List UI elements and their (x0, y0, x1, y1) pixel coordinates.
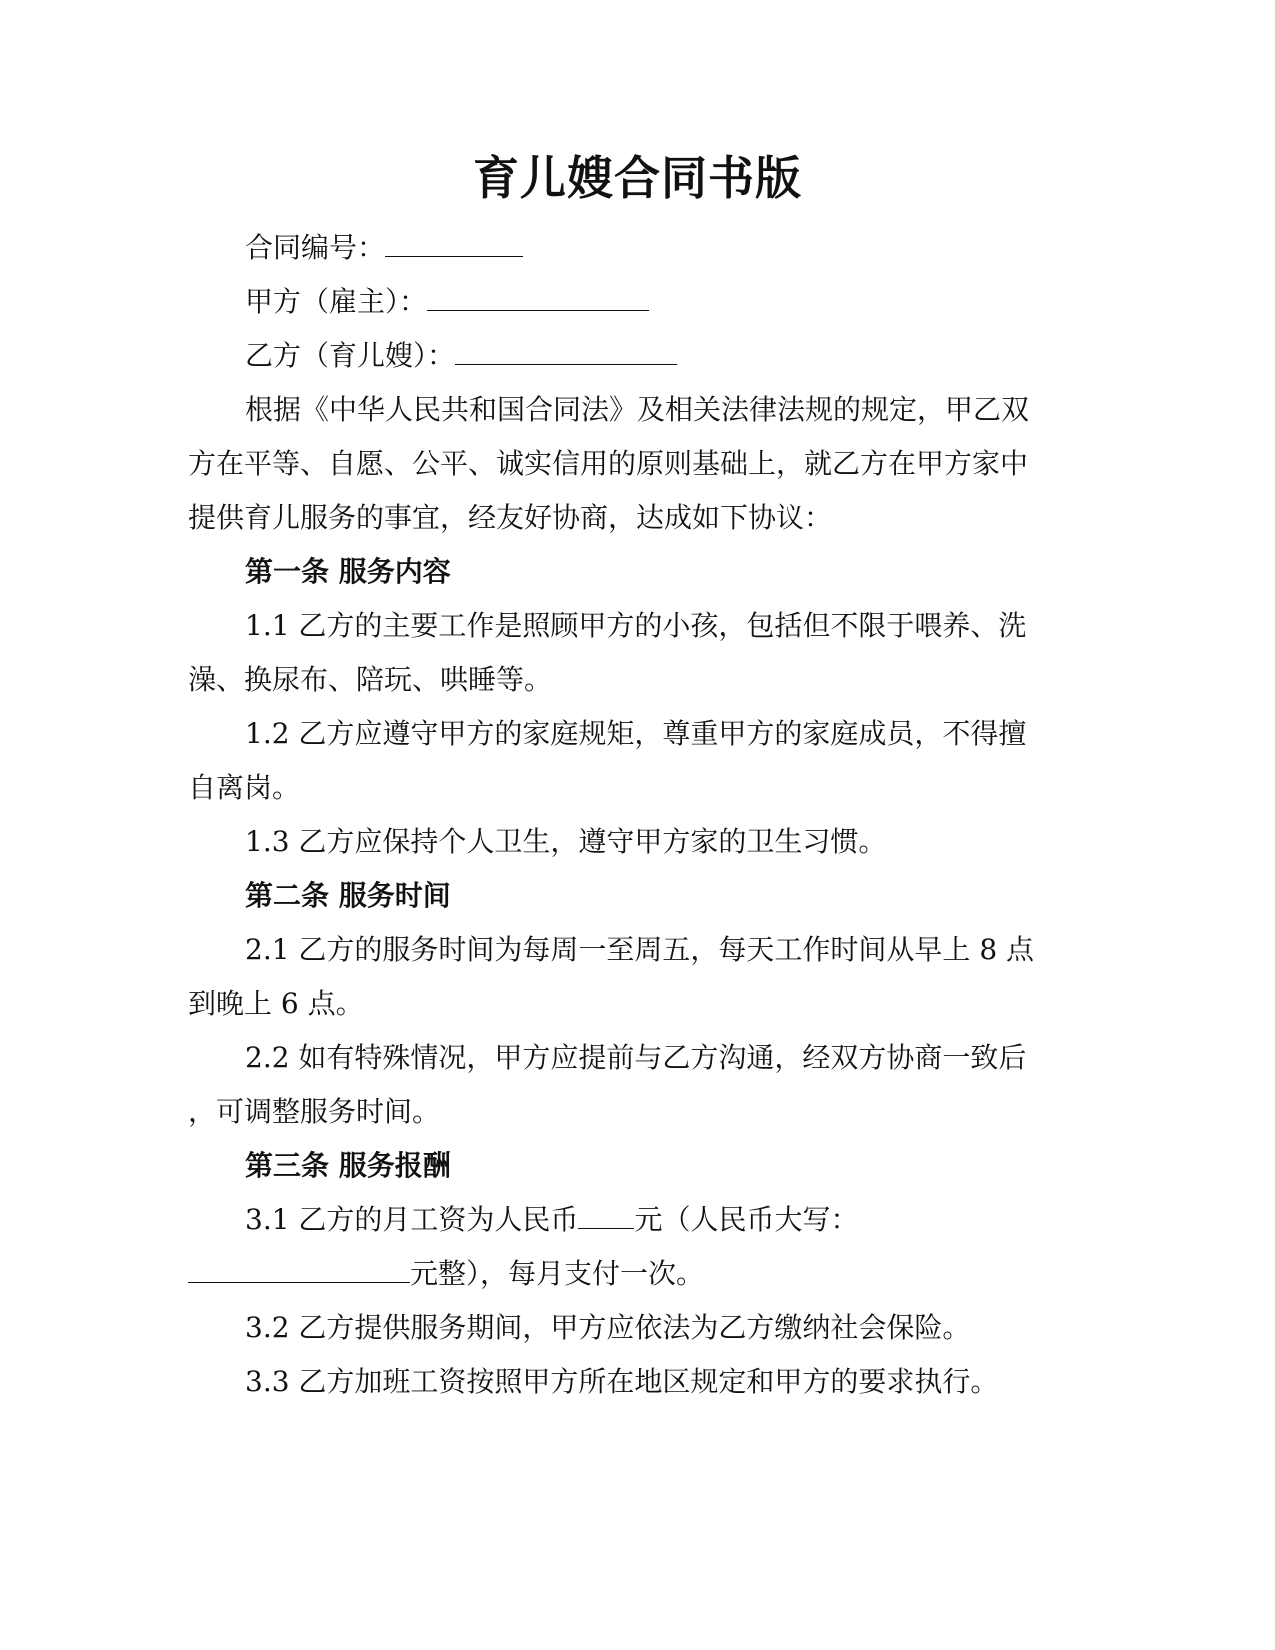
article-3-heading: 第三条 服务报酬 (245, 1149, 451, 1182)
clause-3-1-text-b: 元（人民币大写： (634, 1203, 859, 1236)
clause-2-1-line-2: 到晚上 6 点。 (188, 987, 364, 1020)
clause-3-1-line-1 (245, 1200, 858, 1240)
party-a-blank (427, 284, 649, 311)
contract-number-label: 合同编号： (245, 231, 386, 264)
salary-uppercase-blank (188, 1256, 410, 1283)
clause-3-2: 3.2 乙方提供服务期间，甲方应依法为乙方缴纳社会保险。 (245, 1311, 971, 1344)
article-1-heading: 第一条 服务内容 (245, 555, 451, 588)
clause-1-1-line-1: 1.1 乙方的主要工作是照顾甲方的小孩，包括但不限于喂养、洗 (245, 609, 1027, 642)
clause-3-1-text-a: 3.1 乙方的月工资为人民币 (245, 1203, 579, 1236)
party-b-line (245, 336, 677, 376)
contract-number-blank (385, 230, 523, 257)
clause-2-1-line-1: 2.1 乙方的服务时间为每周一至周五，每天工作时间从早上 8 点 (245, 933, 1035, 966)
party-a-label: 甲方（雇主）： (245, 285, 428, 318)
party-a-line (245, 282, 649, 322)
clause-1-2-line-2: 自离岗。 (188, 771, 301, 804)
clause-1-2-line-1: 1.2 乙方应遵守甲方的家庭规矩，尊重甲方的家庭成员，不得擅 (245, 717, 1027, 750)
party-b-label: 乙方（育儿嫂）： (245, 339, 456, 372)
clause-3-1-line-2 (188, 1254, 704, 1294)
clause-1-1-line-2: 澡、换尿布、陪玩、哄睡等。 (188, 663, 553, 696)
clause-2-2-line-2: ，可调整服务时间。 (188, 1095, 441, 1128)
clause-3-1-text-c: 元整），每月支付一次。 (410, 1257, 705, 1290)
preamble-line-3: 提供育儿服务的事宜，经友好协商，达成如下协议： (188, 501, 833, 534)
party-b-blank (455, 338, 677, 365)
clause-1-3: 1.3 乙方应保持个人卫生，遵守甲方家的卫生习惯。 (245, 825, 887, 858)
contract-number-line (245, 228, 523, 268)
clause-2-2-line-1: 2.2 如有特殊情况，甲方应提前与乙方沟通，经双方协商一致后 (245, 1041, 1027, 1074)
preamble-line-1: 根据《中华人民共和国合同法》及相关法律法规的规定，甲乙双 (245, 393, 1030, 426)
clause-3-3: 3.3 乙方加班工资按照甲方所在地区规定和甲方的要求执行。 (245, 1365, 999, 1398)
article-2-heading: 第二条 服务时间 (245, 879, 451, 912)
document-title: 育儿嫂合同书版 (473, 151, 802, 205)
salary-amount-blank (578, 1202, 634, 1229)
preamble-line-2: 方在平等、自愿、公平、诚实信用的原则基础上，就乙方在甲方家中 (188, 447, 1029, 480)
